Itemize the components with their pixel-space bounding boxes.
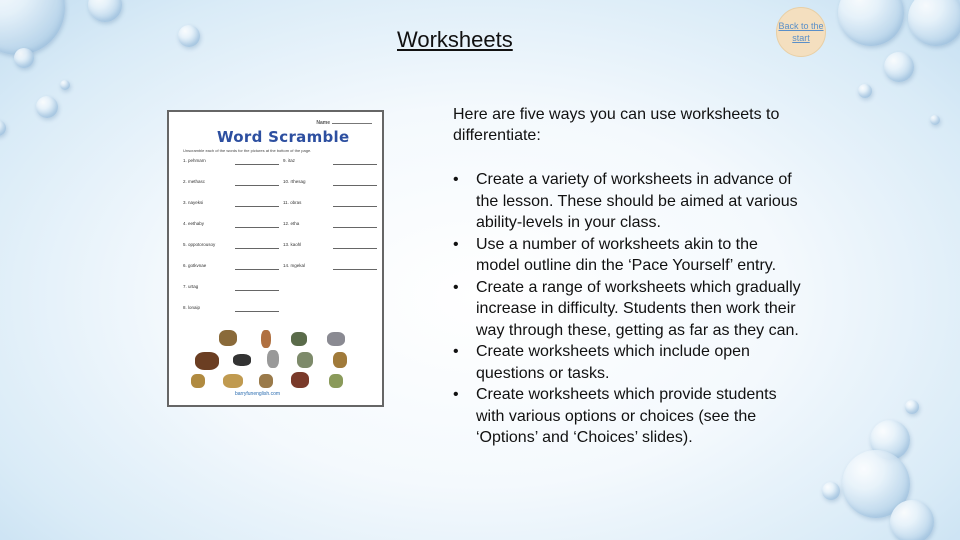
water-drop-decoration [930, 115, 940, 125]
word-scramble-worksheet-image [167, 110, 384, 407]
list-item [453, 384, 803, 449]
list-item-text: Create a range of worksheets which gradually increase in difficulty. Students then work their way through these, getting as far as they can. [476, 278, 801, 339]
back-to-start-label: Back to the start [778, 21, 824, 43]
list-item [453, 234, 803, 277]
water-drop-decoration [822, 482, 840, 500]
worksheet-word-row [183, 284, 379, 294]
water-drop-decoration [908, 0, 960, 46]
worksheet-word-row [183, 263, 379, 273]
ways-list [453, 169, 803, 449]
bullet-glyph: • [453, 171, 459, 188]
animal-picture [329, 374, 343, 388]
water-drop-decoration [88, 0, 122, 22]
intro-text: Here are five ways you can use worksheets to differentiate: [453, 106, 780, 144]
animal-picture [195, 352, 219, 370]
scrambled-word: 5. oppotorousoy [183, 242, 216, 247]
scrambled-word: 7. urtag [183, 284, 199, 289]
water-drop-decoration [884, 52, 914, 82]
animal-picture [261, 330, 271, 348]
scrambled-word: 9. itaz [283, 158, 296, 163]
animal-picture [333, 352, 347, 368]
bullet-glyph: • [453, 235, 459, 253]
scrambled-word: 10. rthesag [283, 179, 306, 184]
worksheet-name-line [316, 120, 372, 126]
list-item-text: Use a number of worksheets akin to the model outline din the ‘Pace Yourself’ entry. [476, 235, 777, 274]
water-drop-decoration [14, 48, 34, 68]
list-item-text: Create a variety of worksheets in advance of the lesson. These should be aimed at various ability-levels in your class. [476, 171, 798, 231]
water-drop-decoration [838, 0, 904, 46]
bullet-glyph: • [453, 278, 459, 296]
answer-line [333, 164, 377, 165]
animal-picture [297, 352, 313, 368]
list-item [453, 277, 803, 342]
scrambled-word: 11. obras [283, 200, 302, 205]
animal-picture [259, 374, 273, 388]
worksheet-title: Word Scramble [217, 128, 350, 146]
list-item-text: Create worksheets which include open questions or tasks. [476, 343, 750, 382]
water-drop-decoration [60, 80, 70, 90]
animal-picture [219, 330, 237, 346]
animal-picture [291, 332, 307, 346]
water-drop-decoration [0, 120, 6, 136]
scrambled-word: 12. etha [283, 221, 300, 226]
worksheet-word-row [183, 221, 379, 231]
worksheet-word-row [183, 305, 379, 315]
water-drop-decoration [858, 84, 872, 98]
worksheet-word-row [183, 158, 379, 168]
worksheet-animal-pictures [187, 330, 357, 390]
scrambled-word: 2. methasc [183, 179, 206, 184]
answer-line [333, 248, 377, 249]
worksheet-word-row [183, 179, 379, 189]
worksheet-word-row [183, 200, 379, 210]
animal-picture [291, 372, 309, 388]
scrambled-word: 1. pehmarn [183, 158, 206, 163]
worksheet-word-row [183, 242, 379, 252]
water-drop-decoration [0, 0, 65, 55]
worksheet-footer: barryfunenglish.com [235, 391, 281, 397]
back-to-start-button[interactable] [776, 7, 826, 57]
worksheet-name-label: Name [316, 120, 330, 126]
answer-line [235, 290, 279, 291]
list-item [453, 169, 803, 234]
answer-line [333, 269, 377, 270]
worksheet-instructions: Unscramble each of the words for the pictures at the bottom of the page. [183, 148, 312, 153]
water-drop-decoration [178, 25, 200, 47]
scrambled-word: 4. eethaby [183, 221, 205, 226]
animal-picture [233, 354, 251, 366]
list-item-text: Create worksheets which provide students with various options or choices (see the ‘Options’ and ‘Choices’ slides). [476, 386, 777, 446]
animal-picture [223, 374, 243, 388]
bullet-glyph: • [453, 386, 459, 403]
scrambled-word: 3. nayeksi [183, 200, 204, 205]
scrambled-word: 8. lonaip [183, 305, 201, 310]
animal-picture [191, 374, 205, 388]
water-drop-decoration [890, 500, 934, 540]
scrambled-word: 13. kaohl [283, 242, 302, 247]
answer-line [333, 227, 377, 228]
scrambled-word: 14. mgekal [283, 263, 306, 268]
bullet-glyph: • [453, 343, 459, 360]
answer-line [235, 311, 279, 312]
list-item [453, 341, 803, 384]
animal-picture [327, 332, 345, 346]
scrambled-word: 6. gotkvnae [183, 263, 207, 268]
answer-line [333, 185, 377, 186]
page-title: Worksheets [397, 27, 513, 52]
water-drop-decoration [905, 400, 919, 414]
water-drop-decoration [36, 96, 58, 118]
answer-line [333, 206, 377, 207]
animal-picture [267, 350, 279, 368]
